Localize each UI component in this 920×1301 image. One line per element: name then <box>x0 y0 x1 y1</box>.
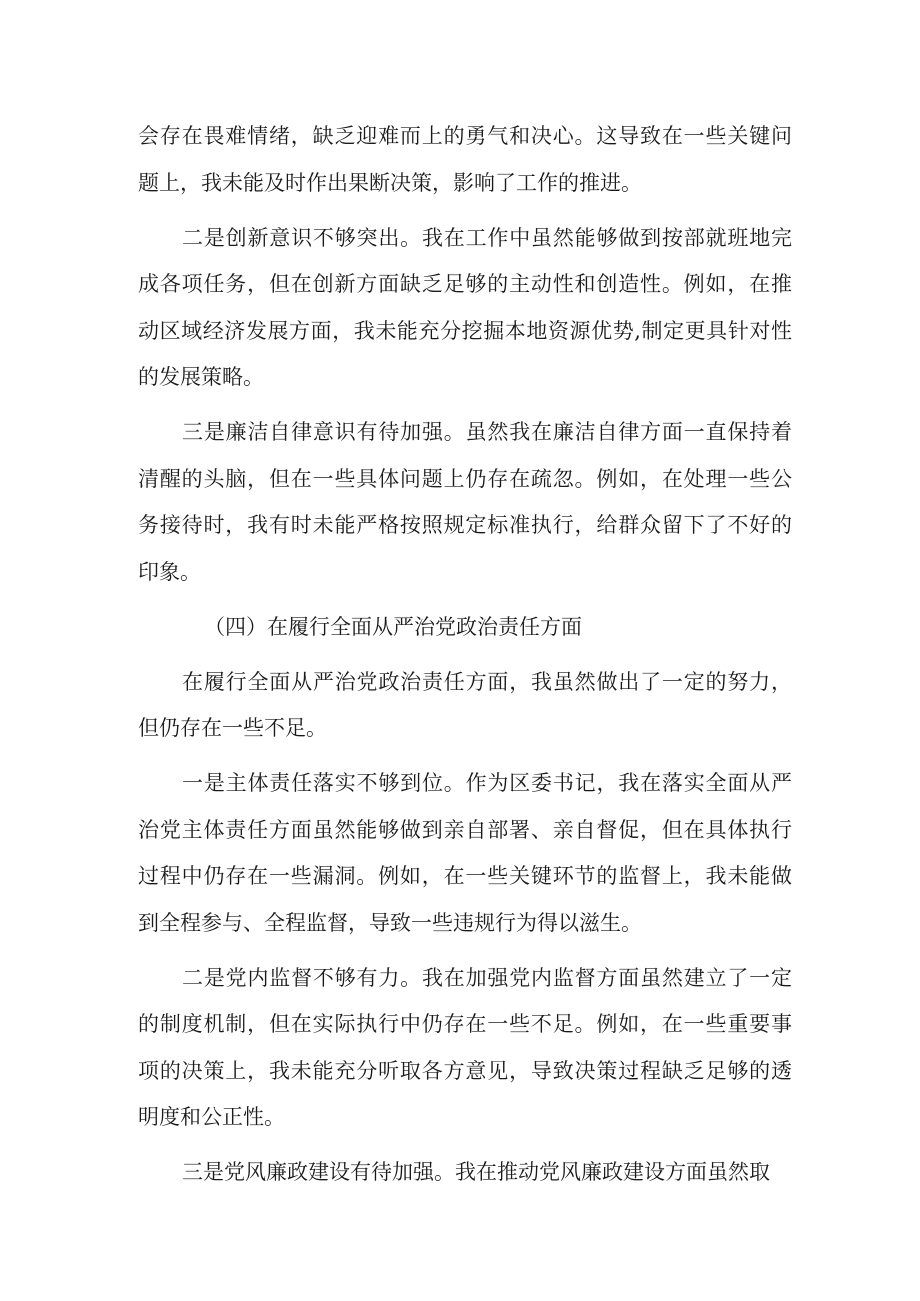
paragraph-spacing <box>138 595 792 604</box>
text-line: 治党主体责任方面虽然能够做到亲自部署、亲自督促，但在具体执行 <box>138 817 792 842</box>
document-body <box>138 113 792 1196</box>
text-line: 在履行全面从严治党政治责任方面，我虽然做出了一定的努力， <box>182 669 792 694</box>
text-line: 的制度机制，但在实际执行中仍存在一些不足。例如，在一些重要事 <box>138 1012 792 1036</box>
text-line: 务接待时，我有时未能严格按照规定标准执行，给群众留下了不好的 <box>138 513 792 537</box>
text-line: 会存在畏难情绪，缺乏迎难而上的勇气和决心。这导致在一些关键问 <box>138 124 792 148</box>
text-line: 一是主体责任落实不够到位。作为区委书记，我在落实全面从严 <box>182 771 792 795</box>
text-line: 三是党风廉政建设有待加强。我在推动党风廉政建设方面虽然取 <box>182 1160 770 1184</box>
text-line: 二是创新意识不够突出。我在工作中虽然能够做到按部就班地完 <box>182 225 792 250</box>
paragraph-spacing <box>138 752 792 761</box>
heading-text: （四）在履行全面从严治党政治责任方面 <box>204 614 582 639</box>
text-line: 清醒的头脑，但在一些具体问题上仍存在疏忽。例如，在处理一些公 <box>138 466 792 491</box>
paragraph <box>138 409 792 595</box>
text-line: 印象。 <box>138 559 201 584</box>
paragraph-spacing <box>138 650 792 659</box>
paragraph <box>138 955 792 1141</box>
paragraph-spacing <box>138 946 792 955</box>
text-line: 三是廉洁自律意识有待加强。虽然我在廉洁自律方面一直保持着 <box>182 420 792 444</box>
paragraph-spacing <box>138 401 792 410</box>
text-line: 动区域经济发展方面，我未能充分挖掘本地资源优势,制定更具针对性 <box>138 318 792 343</box>
paragraph <box>138 215 792 401</box>
paragraph <box>138 659 792 752</box>
text-line: 但仍存在一些不足。 <box>138 716 327 740</box>
text-line: 成各项任务，但在创新方面缺乏足够的主动性和创造性。例如，在推 <box>138 272 792 296</box>
text-line: 明度和公正性。 <box>138 1105 285 1129</box>
paragraph-spacing <box>138 206 792 215</box>
paragraph-spacing <box>138 1141 792 1150</box>
text-line: 过程中仍存在一些漏洞。例如，在一些关键环节的监督上，我未能做 <box>138 864 792 888</box>
text-line: 到全程参与、全程监督，导致一些违规行为得以滋生。 <box>138 910 642 935</box>
paragraph <box>138 1149 792 1196</box>
paragraph <box>138 113 792 206</box>
text-line: 题上，我未能及时作出果断决策，影响了工作的推进。 <box>138 170 642 195</box>
text-line: 二是党内监督不够有力。我在加强党内监督方面虽然建立了一定 <box>182 965 792 990</box>
section-heading <box>138 604 792 651</box>
text-line: 项的决策上，我未能充分听取各方意见，导致决策过程缺乏足够的透 <box>138 1058 792 1083</box>
text-line: 的发展策略。 <box>138 365 264 389</box>
paragraph <box>138 760 792 946</box>
